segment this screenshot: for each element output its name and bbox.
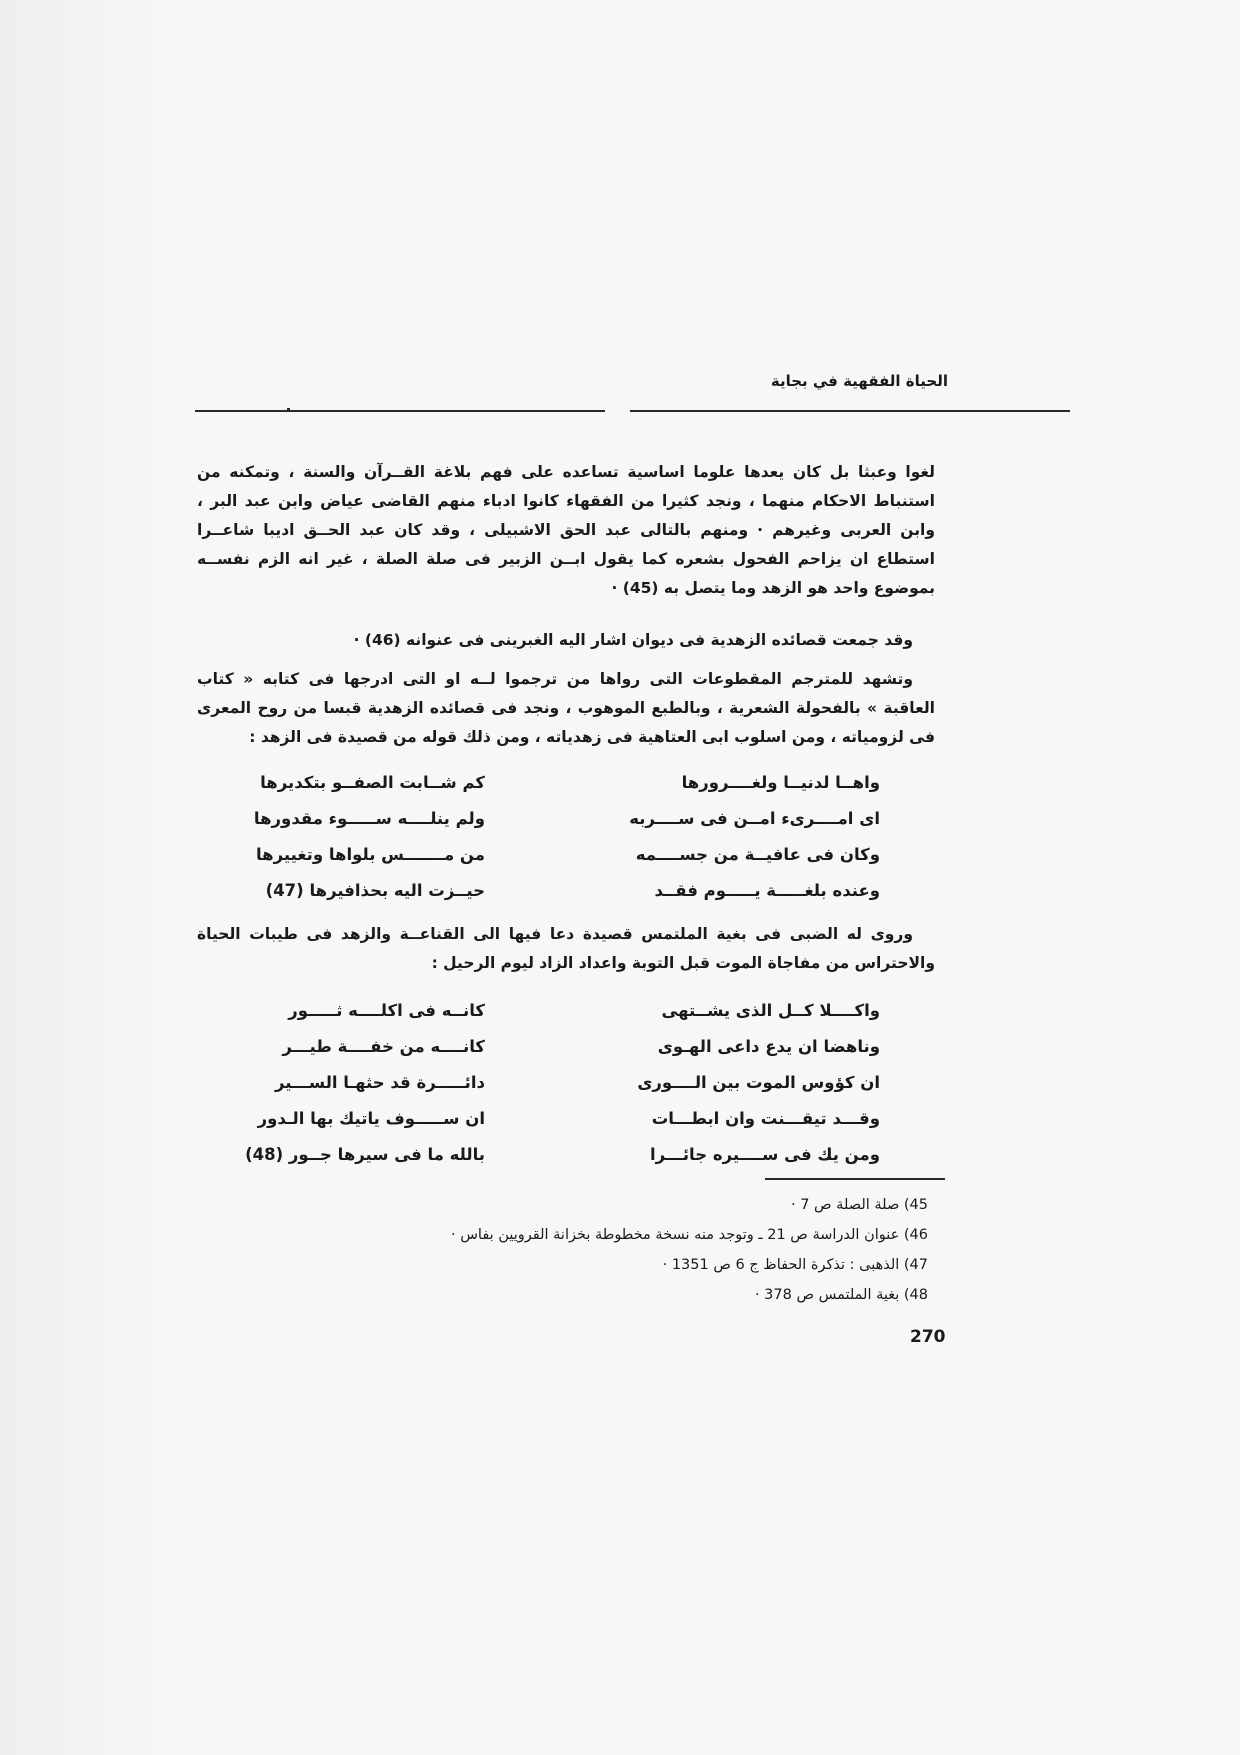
footnote-45: 45) صلة الصلة ص 7 · [790,1197,928,1213]
verse-line [240,801,880,837]
verse-second-hemistich: حيــزت اليه بحذافيرها (47) [265,881,485,900]
text-line: وتشهد للمترجم المقطوعات التى رواها من ترجموا لــه او التى ادرجها فى كتابه « كتاب [197,670,913,688]
scan-edge-shadow [0,0,180,1755]
text-line: لغوا وعبثا بل كان يعدها علوما اساسية تساعده على فهم بلاغة القــرآن والسنة ، وتمكنه من [197,463,935,481]
verse-first-hemistich: وقـــد تيقـــنت وان ابطـــات [651,1109,880,1128]
verse-first-hemistich: ان كؤوس الموت بين الــــورى [637,1073,880,1092]
verse-first-hemistich: واكــــلا كــل الذى يشــتهى [661,1001,880,1020]
header-rule-right [630,410,1070,412]
verse-line [240,873,880,909]
verse-line [240,993,880,1029]
footnotes [228,1190,928,1310]
verse-second-hemistich: كانــه فى اكلــــه ثـــــور [288,1001,485,1020]
verse-second-hemistich: من مـــــــس بلواها وتغييرها [255,845,485,864]
text-line: وابن العربى وغيرهم · ومنهم بالتالى عبد الحق الاشبيلى ، وقد كان عبد الحــق اديبا شاعــرا [197,521,935,539]
verse-first-hemistich: اى امــــرىء امــن فى ســــربه [629,809,880,828]
footnote-48: 48) بغية الملتمس ص 378 · [754,1287,928,1303]
verse-line [240,1065,880,1101]
verse-line [240,1101,880,1137]
poem-1 [240,765,880,909]
verse-second-hemistich: بالله ما فى سيرها جــور (48) [245,1145,485,1164]
text-line: استطاع ان يزاحم الفحول بشعره كما يقول ابــن الزبير فى صلة الصلة ، غير انه الزم نفســه [197,550,935,568]
text-line: وقد جمعت قصائده الزهدية فى ديوان اشار اليه الغبرينى فى عنوانه (46) · [353,631,913,649]
running-head: الحياة الفقهية في بجاية [770,372,948,390]
verse-line [240,1029,880,1065]
footnote-47: 47) الذهبى : تذكرة الحفاظ ج 6 ص 1351 · [662,1257,928,1273]
verse-line [240,765,880,801]
text-line: فى لزومياته ، ومن اسلوب ابى العتاهية فى زهدياته ، ومن ذلك قوله من قصيدة فى الزهد : [249,728,935,746]
verse-second-hemistich: ولم ينلــــه ســـــوء مقدورها [253,809,485,828]
text-line: وروى له الضبى فى بغية الملتمس قصيدة دعا فيها الى القناعــة والزهد فى طيبات الحياة [197,925,913,943]
paragraph-3 [197,665,935,752]
paragraph-2 [197,626,935,655]
text-line: والاحتراس من مفاجاة الموت قبل التوبة واعداد الزاد ليوم الرحيل : [431,954,935,972]
verse-first-hemistich: وناهضا ان يدع داعى الهـوى [657,1037,880,1056]
text-line: العاقبة » بالفحولة الشعرية ، وبالطبع الموهوب ، ونجد فى قصائده الزهدية قبسا من روح المعرى [197,699,935,717]
footnote-46: 46) عنوان الدراسة ص 21 ـ وتوجد منه نسخة مخطوطة بخزانة القرويين بفاس · [451,1227,928,1243]
header-rule-left [195,410,605,412]
verse-first-hemistich: وعنده بلغـــــة يـــــوم فقــد [654,881,880,900]
text-line: استنباط الاحكام منهما ، ونجد كثيرا من الفقهاء كانوا ادباء منهم القاضى عياض وابن عبد البر ، [197,492,935,510]
verse-first-hemistich: وكان فى عافيــة من جســــمه [635,845,880,864]
verse-second-hemistich: دائـــــرة قد حثهـا الســـير [274,1073,485,1092]
page-number: 270 [910,1327,946,1347]
verse-second-hemistich: كم شــابت الصفــو بتكديرها [260,773,485,792]
verse-first-hemistich: واهــا لدنيــا ولغــــرورها [681,773,880,792]
footnote-rule [765,1178,945,1180]
verse-first-hemistich: ومن يك فى ســــيره جائـــرا [649,1145,880,1164]
rule-mark [287,408,290,412]
text-line: بموضوع واحد هو الزهد وما يتصل به (45) · [611,579,935,597]
verse-second-hemistich: كانــــه من خفــــة طيـــر [282,1037,485,1056]
paragraph-1 [197,458,935,603]
verse-line [240,837,880,873]
paragraph-4 [197,920,935,978]
verse-second-hemistich: ان ســـــوف ياتيك بها الـدور [257,1109,485,1128]
verse-line [240,1137,880,1173]
poem-2 [240,993,880,1173]
